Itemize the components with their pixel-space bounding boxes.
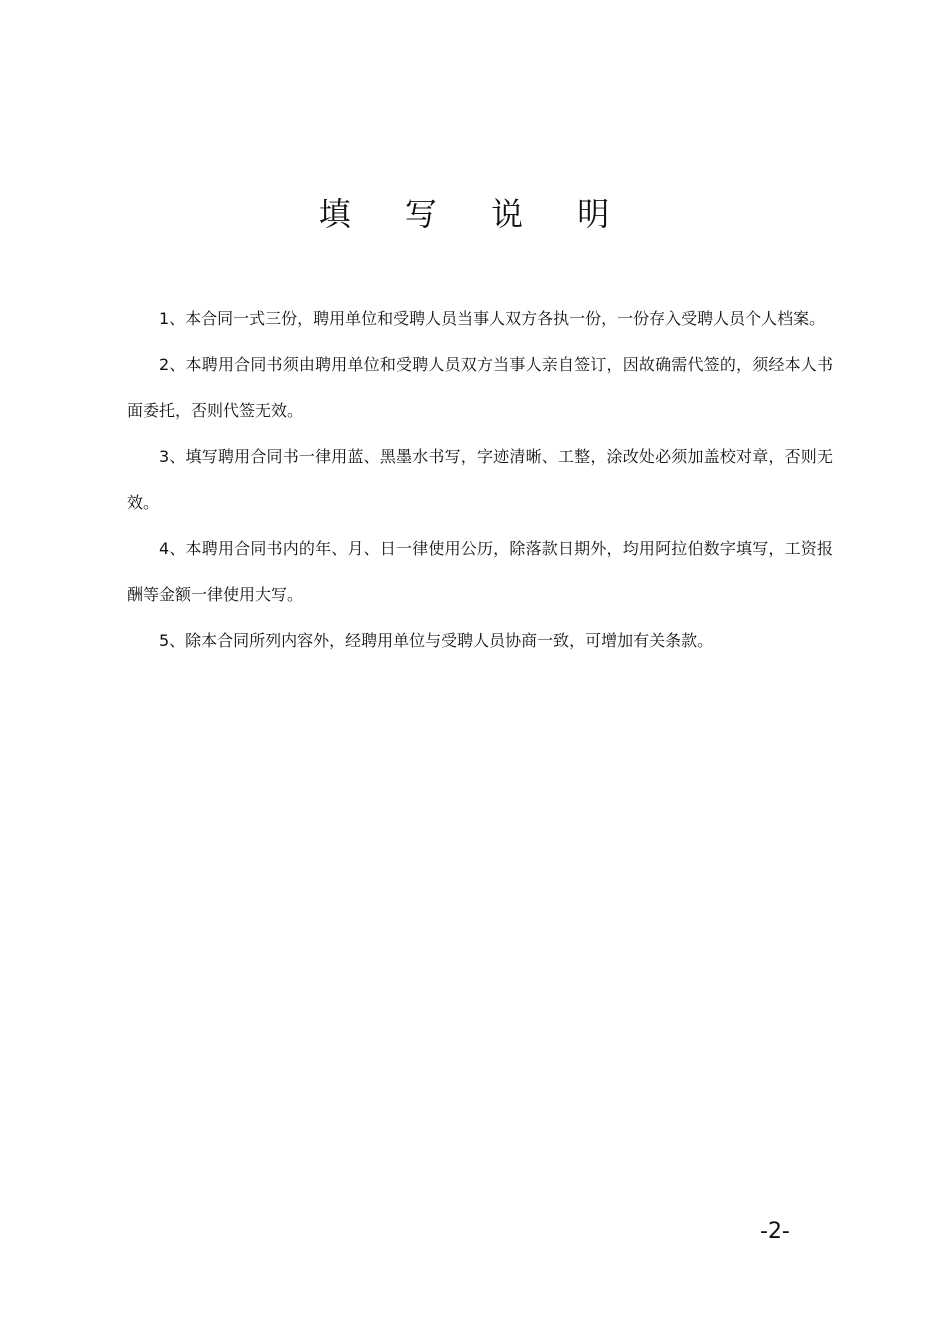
instructions-body: [127, 296, 833, 664]
instruction-paragraph-2: 2、本聘用合同书须由聘用单位和受聘人员双方当事人亲自签订，因故确需代签的，须经本人书面委托，否则代签无效。: [127, 355, 833, 420]
instruction-paragraph-4: 4、本聘用合同书内的年、月、日一律使用公历，除落款日期外，均用阿拉伯数字填写，工资报酬等金额一律使用大写。: [127, 539, 833, 604]
instruction-paragraph-1: 1、本合同一式三份，聘用单位和受聘人员当事人双方各执一份，一份存入受聘人员个人档案。: [159, 309, 826, 328]
page-title: 填 写 说 明: [318, 195, 632, 233]
instruction-paragraph-3: 3、填写聘用合同书一律用蓝、黑墨水书写，字迹清晰、工整，涂改处必须加盖校对章，否则无效。: [127, 447, 833, 512]
instruction-paragraph-5: 5、除本合同所列内容外，经聘用单位与受聘人员协商一致，可增加有关条款。: [159, 631, 714, 650]
page-number: -2-: [760, 1219, 790, 1244]
